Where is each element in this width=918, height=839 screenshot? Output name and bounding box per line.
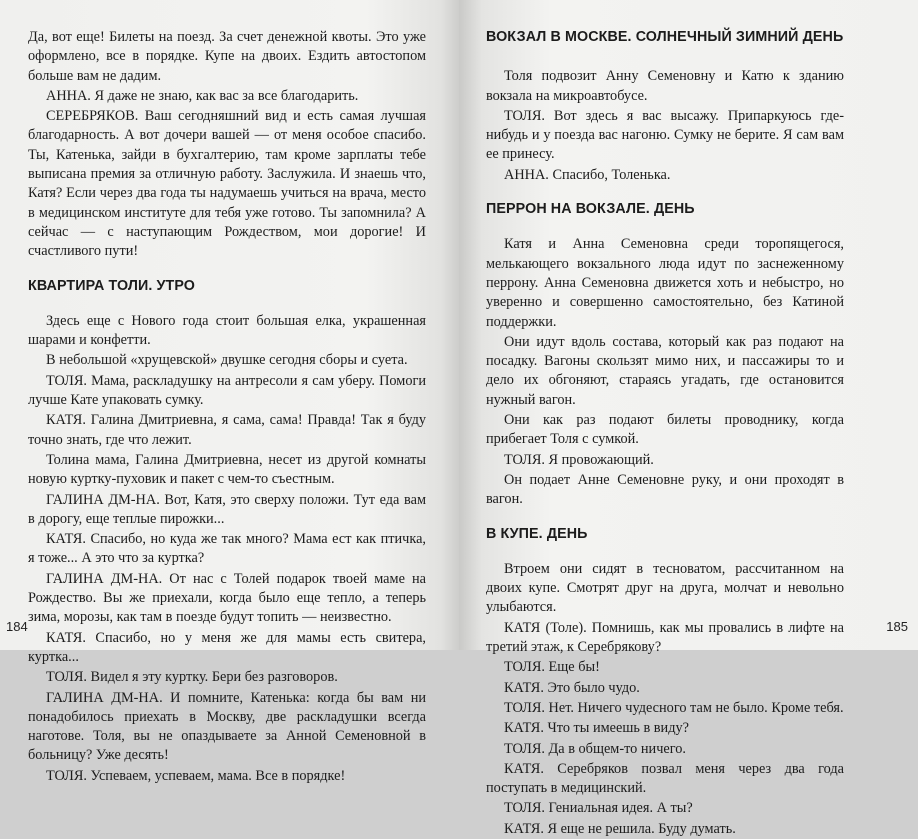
page-number: 185	[886, 619, 908, 634]
paragraph: КАТЯ (Толе). Помнишь, как мы провались в лифте на третий этаж, к Серебрякову?	[486, 619, 844, 656]
paragraph: СЕРЕБРЯКОВ. Ваш сегодняшний вид и есть самая лучшая благодарность. А вот дочери вашей — от меня особое спасибо. Ты, Катенька, зайди в бухгалтерию, там кроме зарплаты тебе выписана премия за отличную работу. Заслужила. И знаешь что, Катя? Если через два года ты надумаешь учиться на врача, место в медицинском институте для тебя уже готово. Ты запомнила? А сейчас — с наступающим Рождеством, мои дорогие! И счастливого пути!	[28, 108, 426, 260]
paragraph: КАТЯ. Это было чудо.	[504, 679, 640, 696]
scene-heading: ВОКЗАЛ В МОСКВЕ. СОЛНЕЧНЫЙ ЗИМНИЙ ДЕНЬ	[486, 29, 844, 45]
paragraph: ТОЛЯ. Вот здесь я вас высажу. Припаркуюсь где-нибудь и у поезда вас нагоню. Сумку не берите. Я сам вам ее принесу.	[486, 107, 844, 163]
paragraph: Они как раз подают билеты проводнику, когда прибегает Толя с сумкой.	[486, 412, 844, 448]
paragraph: АННА. Я даже не знаю, как вас за все благодарить.	[46, 87, 359, 104]
paragraph: ТОЛЯ. Да в общем-то ничего.	[504, 740, 686, 757]
paragraph: КАТЯ. Что ты имеешь в виду?	[504, 720, 689, 737]
left-page	[0, 0, 459, 784]
scene-heading: В КУПЕ. ДЕНЬ	[486, 525, 588, 542]
right-page-text	[486, 28, 844, 839]
paragraph: ГАЛИНА ДМ-НА. От нас с Толей подарок твоей маме на Рождество. Вы же приехали, когда было еще тепло, а теперь зима, морозы, как там в поезде будут топить — неизвестно.	[28, 570, 426, 626]
page-number: 184	[6, 619, 28, 634]
paragraph: КАТЯ. Я еще не решила. Буду думать.	[504, 820, 736, 837]
paragraph: Катя и Анна Семеновна среди торопящегося, мелькающего вокзального люда идут по заснеженному перрону. Анна Семеновна движется хоть и небыстро, но уверенно и совершенно самостоятельно, без Катиной поддержки.	[486, 236, 844, 330]
paragraph: Здесь еще с Нового года стоит большая елка, украшенная шарами и конфетти.	[28, 312, 426, 349]
paragraph: Он подает Анне Семеновне руку, и они проходят в вагон.	[486, 471, 844, 508]
paragraph: Толина мама, Галина Дмитриевна, несет из другой комнаты новую куртку-пуховик и пакет с чем-то съестным.	[28, 451, 426, 488]
paragraph: ТОЛЯ. Гениальная идея. А ты?	[504, 800, 693, 817]
paragraph: КАТЯ. Галина Дмитриевна, я сама, сама! Правда! Так я буду точно знать, где что лежит.	[28, 412, 426, 448]
paragraph: ТОЛЯ. Еще бы!	[504, 659, 600, 676]
paragraph: ГАЛИНА ДМ-НА. И помните, Катенька: когда бы вам ни понадобилось приехать в Москву, две раскладушки всегда наготове. Толя, вы не опаздываете за Анной Семеновной в больницу? Уже десять!	[28, 689, 426, 764]
paragraph: АННА. Спасибо, Толенька.	[504, 166, 671, 183]
paragraph: КАТЯ. Спасибо, но куда же так много? Мама ест как птичка, я тоже... А это что за куртка?	[28, 531, 426, 567]
paragraph: КАТЯ. Спасибо, но у меня же для мамы есть свитера, куртка...	[28, 629, 426, 665]
paragraph: Толя подвозит Анну Семеновну и Катю к зданию вокзала на микроавтобусе.	[486, 68, 844, 104]
paragraph: ТОЛЯ. Успеваем, успеваем, мама. Все в порядке!	[46, 767, 346, 784]
left-page-text	[28, 28, 426, 786]
paragraph: Да, вот еще! Билеты на поезд. За счет денежной квоты. Это уже оформлено, все в порядке. Купе на двоих. Ездить автостопом больше вам не дадим.	[28, 29, 426, 84]
paragraph: ТОЛЯ. Я провожающий.	[504, 451, 654, 468]
paragraph: ГАЛИНА ДМ-НА. Вот, Катя, это сверху положи. Тут еда вам в дорогу, еще теплые пирожки...	[28, 491, 426, 527]
paragraph: ТОЛЯ. Видел я эту куртку. Бери без разговоров.	[46, 669, 338, 686]
paragraph: В небольшой «хрущевской» двушке сегодня сборы и суета.	[46, 352, 408, 369]
paragraph: Втроем они сидят в тесноватом, рассчитанном на двоих купе. Смотрят друг на друга, молчат и невольно улыбаются.	[486, 560, 844, 616]
right-page	[459, 0, 918, 837]
scene-heading: ПЕРРОН НА ВОКЗАЛЕ. ДЕНЬ	[486, 201, 695, 218]
scene-heading: КВАРТИРА ТОЛИ. УТРО	[28, 277, 195, 294]
paragraph: Они идут вдоль состава, который как раз подают на посадку. Вагоны скользят мимо них, и пассажиры то и дело их обгоняют, стараясь угадать, где остановится нужный вагон.	[486, 333, 844, 408]
paragraph: ТОЛЯ. Нет. Ничего чудесного там не было. Кроме тебя.	[504, 699, 844, 716]
paragraph: КАТЯ. Серебряков позвал меня через два года поступать в медицинский.	[486, 760, 844, 797]
paragraph: ТОЛЯ. Мама, раскладушку на антресоли я сам уберу. Помоги лучше Кате упаковать сумку.	[28, 372, 426, 409]
